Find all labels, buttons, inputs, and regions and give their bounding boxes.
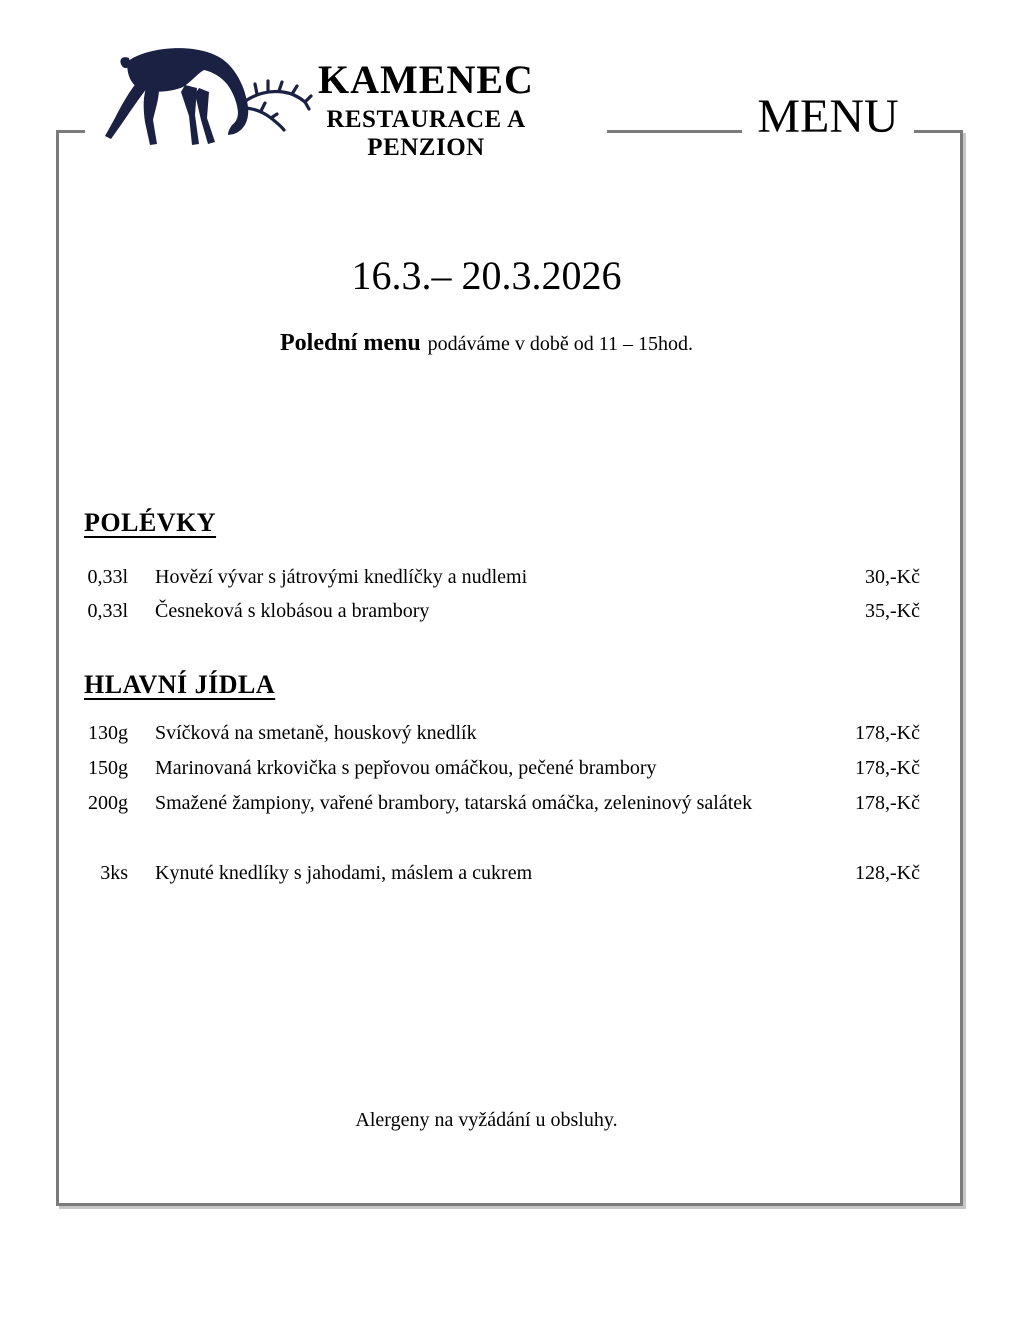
item-quantity: 130g <box>88 722 128 744</box>
item-quantity: 200g <box>88 792 128 814</box>
section-heading-mains: HLAVNÍ JÍDLA <box>84 670 276 699</box>
item-quantity: 0,33l <box>87 566 128 588</box>
frame-content <box>59 133 960 1203</box>
item-quantity: 3ks <box>100 862 128 884</box>
item-name: Kynuté knedlíky s jahodami, máslem a cukrem <box>155 862 533 884</box>
allergy-note: Alergeny na vyžádání u obsluhy. <box>355 1109 618 1131</box>
item-price: 30,-Kč <box>865 566 920 588</box>
serving-title: Polední menu <box>279 330 421 356</box>
section-heading-soups: POLÉVKY <box>84 508 217 537</box>
item-name: Smažené žampiony, vařené brambory, tatarská omáčka, zeleninový salátek <box>155 792 753 814</box>
serving-note: podáváme v době od 11 – 15hod. <box>427 333 693 355</box>
item-price: 35,-Kč <box>865 600 920 622</box>
item-name: Hovězí vývar s játrovými knedlíčky a nudlemi <box>155 566 528 588</box>
restaurant-tagline: RESTAURACE A PENZION <box>326 106 526 161</box>
item-name: Marinovaná krkovička s pepřovou omáčkou, pečené brambory <box>155 757 657 779</box>
item-quantity: 0,33l <box>87 600 128 622</box>
menu-item-row <box>84 564 920 590</box>
item-price: 178,-Kč <box>855 757 920 779</box>
item-price: 178,-Kč <box>855 792 920 814</box>
menu-item-row <box>84 598 920 624</box>
item-quantity: 150g <box>88 757 128 779</box>
date-range: 16.3.– 20.3.2026 <box>351 253 622 298</box>
item-price: 128,-Kč <box>855 862 920 884</box>
menu-title: MENU <box>757 90 899 143</box>
menu-item-row <box>84 720 920 746</box>
menu-item-row <box>84 790 920 816</box>
serving-time-line <box>59 330 914 357</box>
item-name: Česneková s klobásou a brambory <box>155 600 430 622</box>
restaurant-name: KAMENEC <box>318 57 534 102</box>
menu-item-row <box>84 860 920 886</box>
item-price: 178,-Kč <box>855 722 920 744</box>
item-name: Svíčková na smetaně, houskový knedlík <box>155 722 477 744</box>
menu-item-row <box>84 755 920 781</box>
